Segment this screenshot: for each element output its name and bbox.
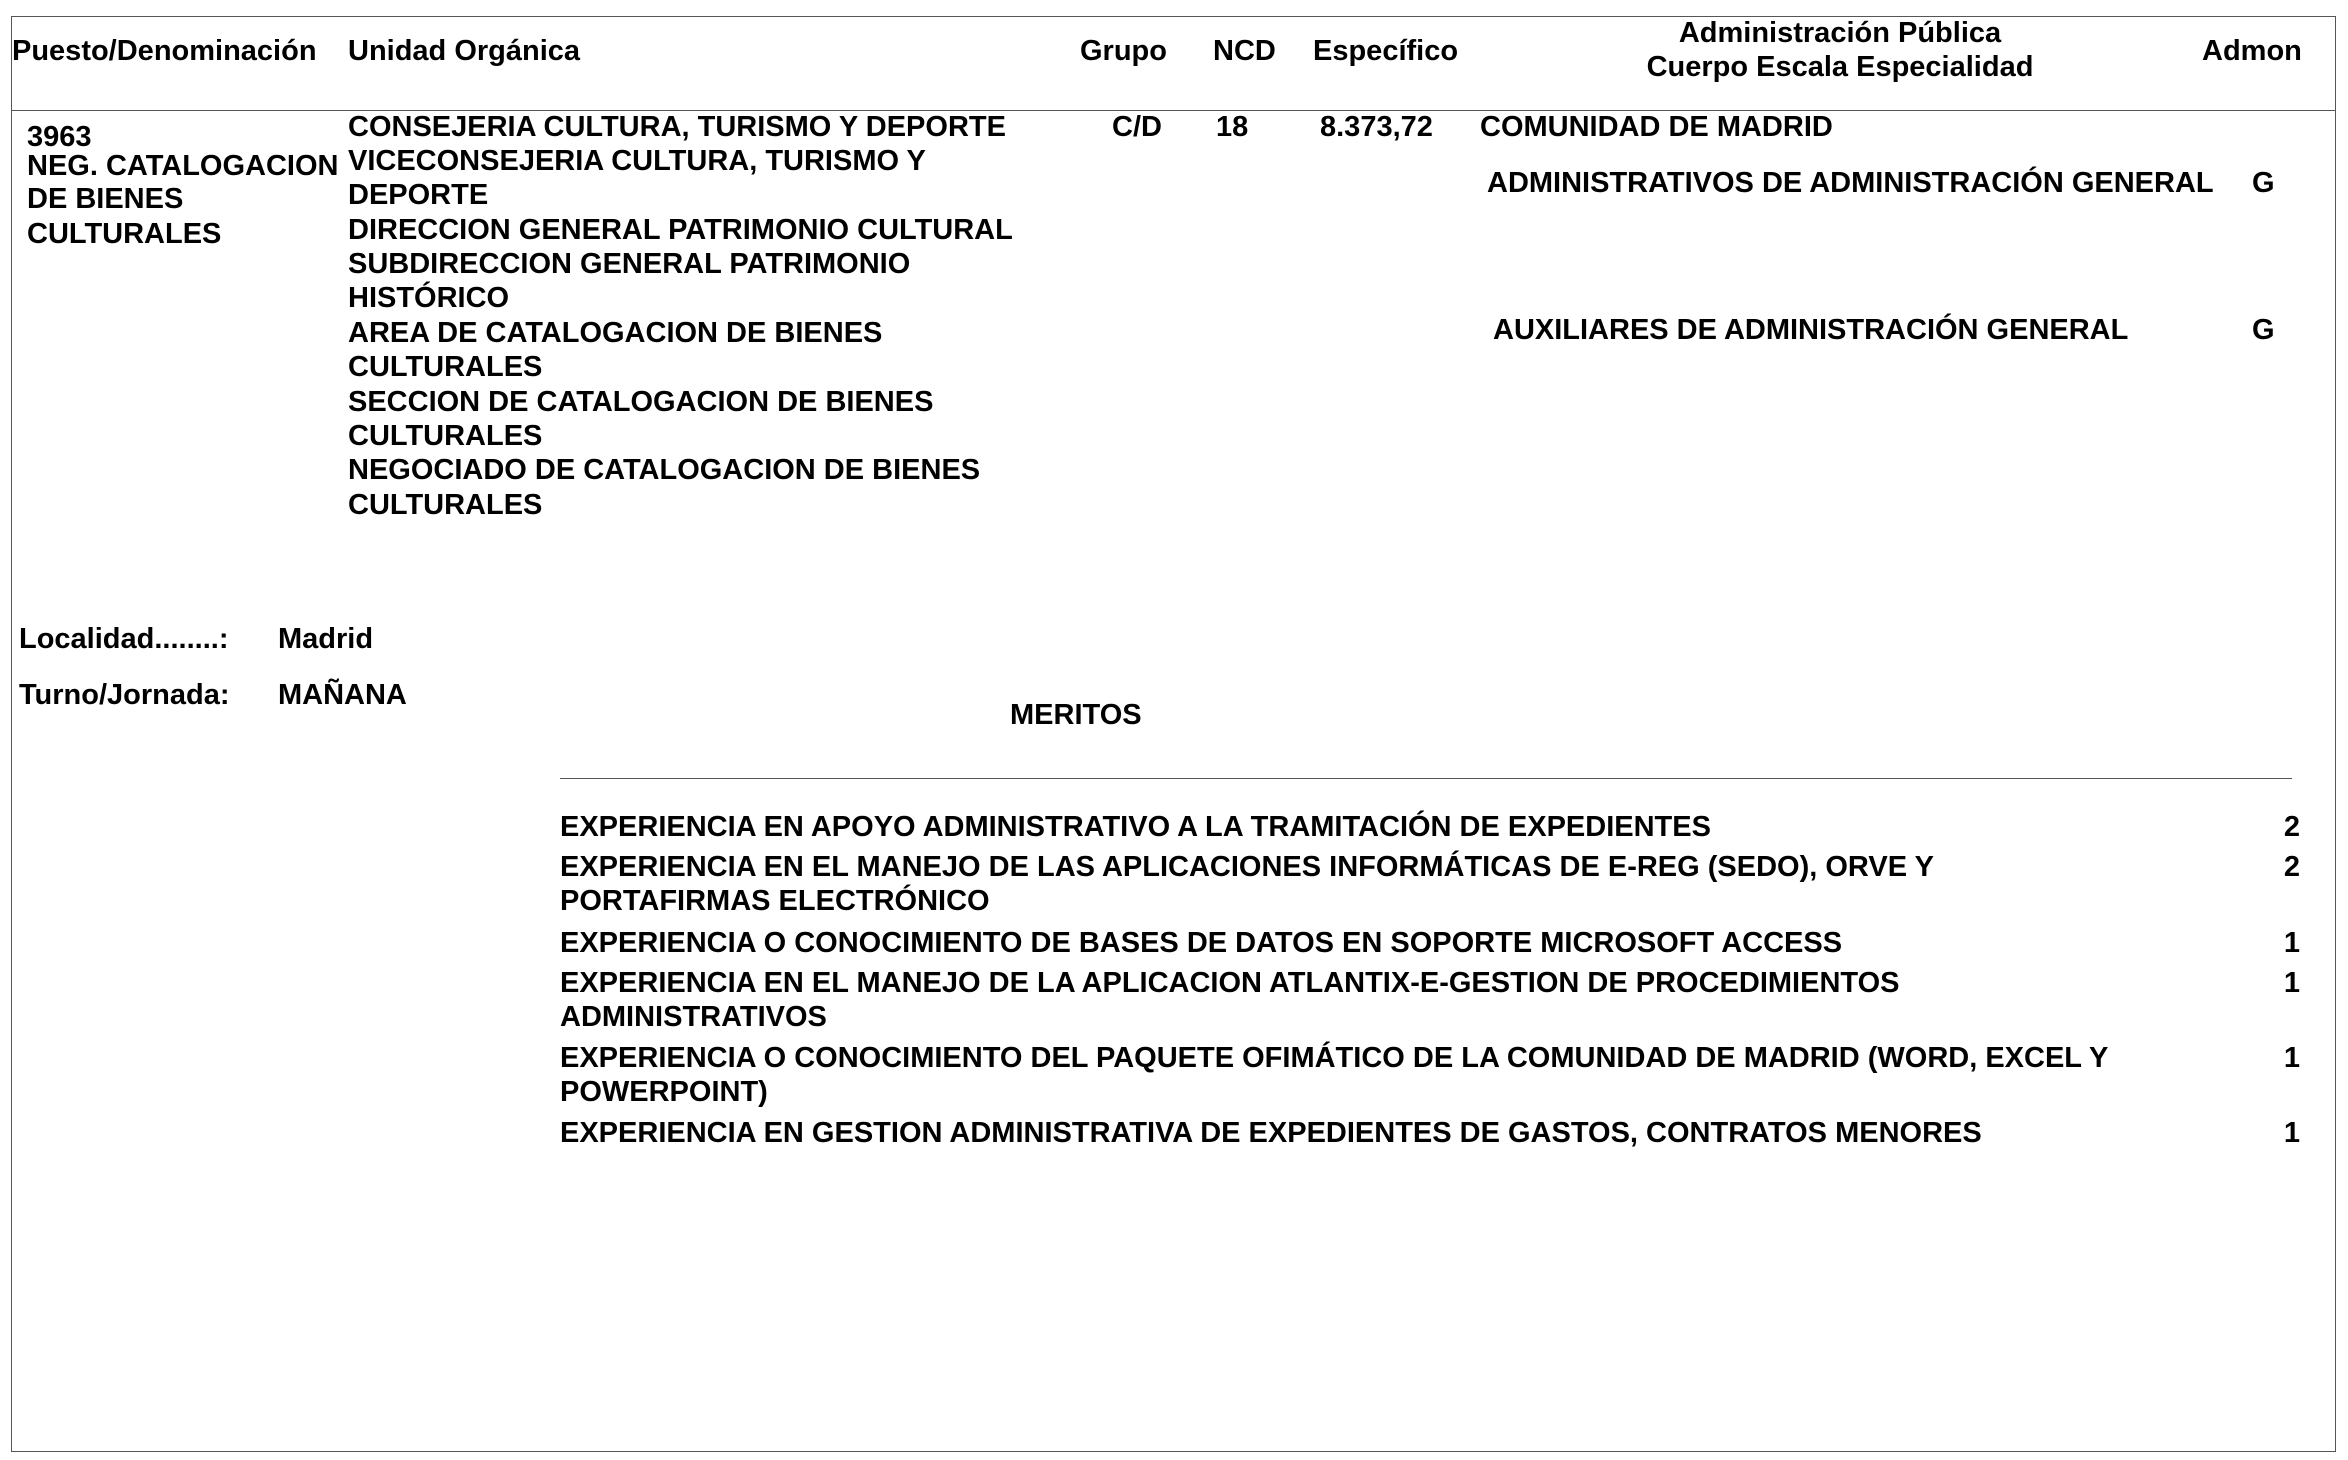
merito-points: 1 bbox=[2283, 927, 2300, 959]
header-cuerpo-escala: Cuerpo Escala Especialidad bbox=[1646, 51, 2034, 83]
unidad-line: HISTÓRICO bbox=[348, 282, 510, 314]
merito-text: EXPERIENCIA O CONOCIMIENTO DE BASES DE DATOS EN SOPORTE MICROSOFT ACCESS bbox=[560, 927, 1843, 959]
localidad-value: Madrid bbox=[278, 623, 374, 655]
puesto-denominacion-line: CULTURALES bbox=[27, 218, 222, 250]
cuerpo-admon: G bbox=[2252, 167, 2275, 199]
cuerpo-name: ADMINISTRATIVOS DE ADMINISTRACIÓN GENERAL bbox=[1487, 167, 2214, 199]
puesto-denominacion-line: DE BIENES bbox=[27, 183, 184, 215]
turno-label: Turno/Jornada: bbox=[19, 679, 230, 711]
merito-points: 1 bbox=[2283, 1117, 2300, 1149]
header-admin-publica: Administración Pública bbox=[1678, 17, 2002, 49]
merito-points: 2 bbox=[2283, 811, 2300, 843]
turno-value: MAÑANA bbox=[278, 679, 407, 711]
unidad-line: NEGOCIADO DE CATALOGACION DE BIENES bbox=[348, 454, 981, 486]
puesto-number: 3963 bbox=[27, 121, 92, 153]
cuerpo-admon: G bbox=[2252, 314, 2275, 346]
header-ncd: NCD bbox=[1213, 35, 1276, 67]
header-admon: Admon bbox=[2202, 35, 2302, 67]
administracion-value: COMUNIDAD DE MADRID bbox=[1480, 111, 1833, 143]
grupo-value: C/D bbox=[1112, 111, 1162, 143]
ncd-value: 18 bbox=[1216, 111, 1249, 143]
header-especifico: Específico bbox=[1313, 35, 1459, 67]
merito-points: 1 bbox=[2283, 1042, 2300, 1074]
header-grupo: Grupo bbox=[1080, 35, 1167, 67]
unidad-line: CULTURALES bbox=[348, 420, 543, 452]
unidad-line: VICECONSEJERIA CULTURA, TURISMO Y bbox=[348, 145, 926, 177]
header-unidad: Unidad Orgánica bbox=[348, 35, 581, 67]
meritos-divider bbox=[560, 778, 2292, 779]
merito-text: EXPERIENCIA EN APOYO ADMINISTRATIVO A LA TRAMITACIÓN DE EXPEDIENTES bbox=[560, 811, 1711, 843]
header-puesto: Puesto/Denominación bbox=[12, 35, 317, 67]
merito-points: 2 bbox=[2283, 851, 2300, 883]
cuerpo-name: AUXILIARES DE ADMINISTRACIÓN GENERAL bbox=[1493, 314, 2129, 346]
unidad-line: CONSEJERIA CULTURA, TURISMO Y DEPORTE bbox=[348, 111, 1006, 143]
puesto-denominacion-line: NEG. CATALOGACION bbox=[27, 150, 339, 182]
unidad-line: DIRECCION GENERAL PATRIMONIO CULTURAL bbox=[348, 214, 1013, 246]
merito-text: EXPERIENCIA EN GESTION ADMINISTRATIVA DE EXPEDIENTES DE GASTOS, CONTRATOS MENORES bbox=[560, 1117, 1982, 1149]
unidad-line: AREA DE CATALOGACION DE BIENES bbox=[348, 317, 883, 349]
especifico-value: 8.373,72 bbox=[1320, 111, 1433, 143]
merito-points: 1 bbox=[2283, 967, 2300, 999]
unidad-line: DEPORTE bbox=[348, 179, 489, 211]
merito-text: EXPERIENCIA EN EL MANEJO DE LA APLICACION ATLANTIX-E-GESTION DE PROCEDIMIENTOS ADMINISTRATIVOS bbox=[560, 967, 1900, 1033]
merito-text: EXPERIENCIA EN EL MANEJO DE LAS APLICACIONES INFORMÁTICAS DE E-REG (SEDO), ORVE Y PORTAFIRMAS ELECTRÓNICO bbox=[560, 851, 1934, 917]
unidad-line: CULTURALES bbox=[348, 351, 543, 383]
unidad-line: SECCION DE CATALOGACION DE BIENES bbox=[348, 386, 934, 418]
unidad-line: SUBDIRECCION GENERAL PATRIMONIO bbox=[348, 248, 911, 280]
unidad-line: CULTURALES bbox=[348, 489, 543, 521]
merito-text: EXPERIENCIA O CONOCIMIENTO DEL PAQUETE OFIMÁTICO DE LA COMUNIDAD DE MADRID (WORD, EXCEL Y POWERPOINT) bbox=[560, 1042, 2108, 1108]
localidad-label: Localidad........: bbox=[19, 623, 229, 655]
meritos-title: MERITOS bbox=[1010, 699, 1142, 731]
